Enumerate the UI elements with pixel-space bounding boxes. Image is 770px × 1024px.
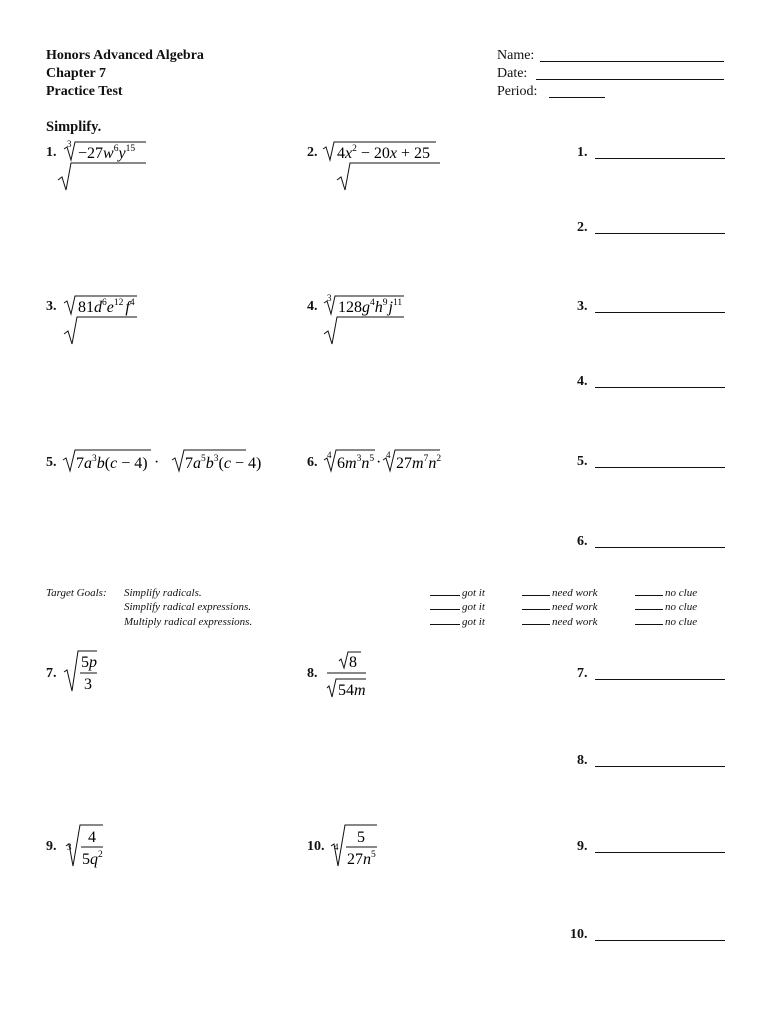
answer-9-line[interactable]: [595, 852, 725, 853]
problem-10-number: 10.: [307, 839, 325, 854]
answer-1-line[interactable]: [595, 158, 725, 159]
radical-sign: [64, 317, 137, 344]
date-label: Date:: [497, 66, 528, 81]
period-label: Period:: [497, 84, 538, 99]
target-goals-label: Target Goals:: [46, 587, 107, 599]
problem-1-expression: $-27w^6y^{15}$: [78, 144, 136, 162]
goal-text: Simplify radical expressions.: [124, 601, 251, 613]
rating-blank[interactable]: [635, 615, 663, 625]
problem-2-number: 2.: [307, 145, 318, 160]
answer-3-label: 3.: [577, 299, 588, 314]
rating-got-it[interactable]: got it: [430, 615, 485, 630]
answer-1-label: 1.: [577, 145, 588, 160]
answer-10-label: 10.: [570, 927, 588, 942]
rating-no-clue[interactable]: no clue: [635, 615, 697, 630]
problem-7-number: 7.: [46, 666, 57, 681]
answer-2-line[interactable]: [595, 233, 725, 234]
problem-8-denominator: 54m: [338, 682, 366, 699]
answer-6-line[interactable]: [595, 547, 725, 548]
rating-need-work[interactable]: need work: [522, 615, 598, 630]
answer-10-line[interactable]: [595, 940, 725, 941]
problem-9-number: 9.: [46, 839, 57, 854]
radical-index: 4: [386, 450, 391, 460]
rating-blank[interactable]: [522, 600, 550, 610]
answer-8-label: 8.: [577, 753, 588, 768]
answer-7-label: 7.: [577, 666, 588, 681]
radical-index: 4: [327, 450, 332, 460]
radical-sign: [337, 163, 440, 190]
answer-3-line[interactable]: [595, 312, 725, 313]
rating-need-work[interactable]: need work: [522, 586, 598, 601]
problem-6-number: 6.: [307, 455, 318, 470]
problem-7-numerator: 5p: [81, 654, 97, 671]
instructions: Simplify.: [46, 119, 102, 135]
rating-blank[interactable]: [522, 586, 550, 596]
rating-got-it[interactable]: got it: [430, 600, 485, 615]
rating-blank[interactable]: [635, 600, 663, 610]
rating-got-it[interactable]: got it: [430, 586, 485, 601]
problem-3-expression: $81d^6e^{12}$ $f^4$: [78, 298, 135, 316]
rating-blank[interactable]: [635, 586, 663, 596]
radical-sign: [324, 317, 404, 344]
rating-need-work[interactable]: need work: [522, 600, 598, 615]
problem-5-factor-1: $7a^3b(c - 4)$: [76, 454, 148, 472]
problem-6-factor-2: $27m^7n^2$: [396, 454, 442, 472]
answer-5-label: 5.: [577, 454, 588, 469]
problem-2-expression: $4x^2 - 20x + 25$: [337, 144, 431, 162]
answer-4-label: 4.: [577, 374, 588, 389]
problem-1-number: 1.: [46, 145, 57, 160]
rating-blank[interactable]: [430, 586, 460, 596]
rating-no-clue[interactable]: no clue: [635, 600, 697, 615]
radical-index: 4: [334, 842, 339, 852]
rating-blank[interactable]: [522, 615, 550, 625]
problem-5-factor-2: $7a^5b^3(c - 4)$: [185, 454, 262, 472]
problem-3-number: 3.: [46, 299, 57, 314]
answer-2-label: 2.: [577, 220, 588, 235]
problem-4-number: 4.: [307, 299, 318, 314]
problem-9-numerator: 4: [88, 829, 96, 846]
radical-index: 3: [67, 842, 72, 852]
test-title: Practice Test: [46, 84, 123, 99]
problem-5-number: 5.: [46, 455, 57, 470]
problem-8-numerator: 8: [349, 654, 357, 671]
problem-6-factor-1: $6m^3n^5$: [337, 454, 375, 472]
answer-7-line[interactable]: [595, 679, 725, 680]
rating-blank[interactable]: [430, 600, 460, 610]
multiply-operator: ·: [154, 454, 160, 471]
radical-index: 3: [67, 139, 72, 149]
answer-4-line[interactable]: [595, 387, 725, 388]
problem-9-denominator: $5q^2$: [82, 850, 103, 868]
radical-signs: [58, 142, 440, 866]
problem-10-denominator: $27n^5$: [347, 850, 376, 868]
multiply-operator: ·: [376, 454, 382, 471]
chapter-title: Chapter 7: [46, 66, 107, 81]
rating-no-clue[interactable]: no clue: [635, 586, 697, 601]
radical-sign: [58, 163, 146, 190]
answer-6-label: 6.: [577, 534, 588, 549]
problem-7-denominator: 3: [84, 676, 92, 693]
problem-8-number: 8.: [307, 666, 318, 681]
answer-5-line[interactable]: [595, 467, 725, 468]
course-title: Honors Advanced Algebra: [46, 48, 204, 63]
radical-index: 3: [327, 293, 332, 303]
goal-text: Multiply radical expressions.: [124, 616, 253, 628]
problem-10-numerator: 5: [357, 829, 365, 846]
goal-text: Simplify radicals.: [124, 587, 202, 599]
problem-4-expression: $128g^4h^9j^{11}$: [338, 298, 403, 316]
rating-blank[interactable]: [430, 615, 460, 625]
answer-8-line[interactable]: [595, 766, 725, 767]
name-label: Name:: [497, 48, 535, 63]
answer-9-label: 9.: [577, 839, 588, 854]
